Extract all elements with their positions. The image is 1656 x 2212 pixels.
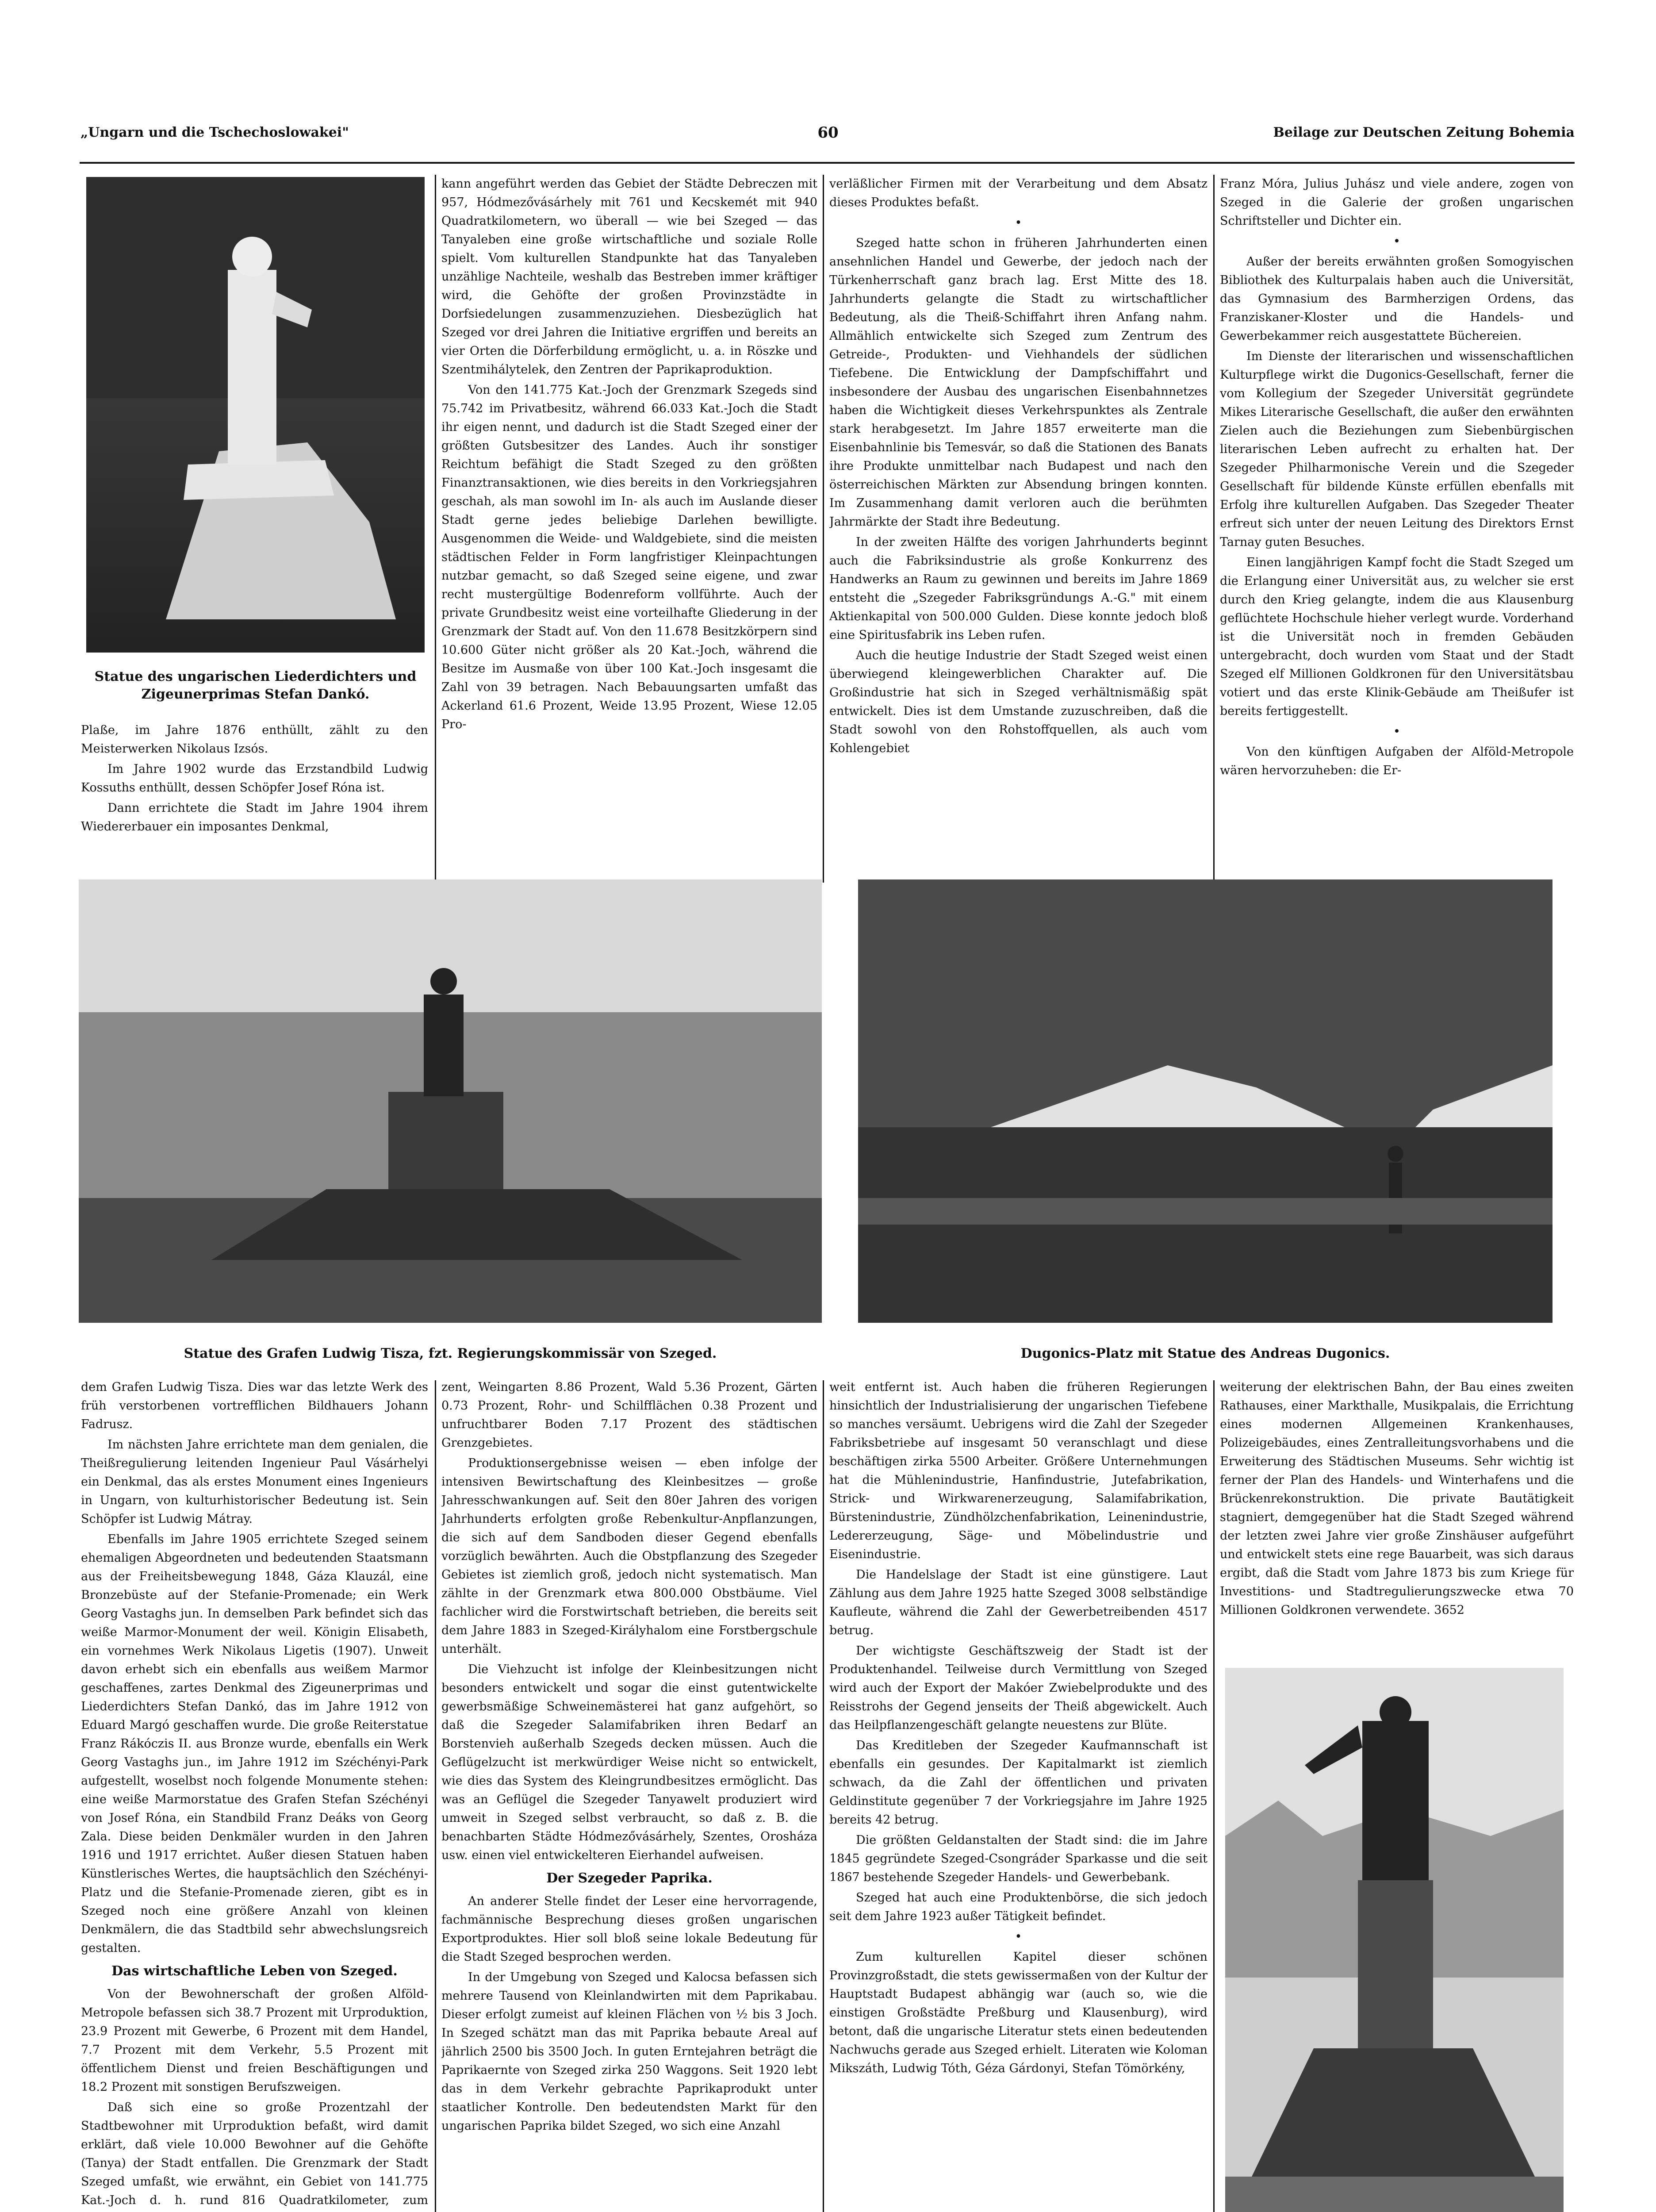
- paragraph: Von den 141.775 Kat.-Joch der Grenzmark Szegeds sind 75.742 im Privatbesitz, während 66.033 Kat.-Joch die Stadt ihr eigen nennt, und dadurch ist die Stadt Szeged einer der größten Gutsbesitzer des Landes. Auch ihr sonstiger Reichtum befähigt die Stadt Szeged zu den größten Finanztransaktionen, wie dies bereits in den Vorkriegsjahren geschah, als man sowohl im In- als auch im Auslande dieser Stadt gerne jedes beliebige Darlehen bewilligte. Ausgenommen die Weide- und Waldgebiete, sind die meisten städtischen Felder in Form langfristiger Kleinpachtungen nutzbar gemacht, so daß Szeged seine eigene, und zwar recht mustergültige Bodenreform vollführte. Auch der private Grundbesitz weist eine vorteilhafte Gliederung in der Grenzmark der Stadt auf. Von den 11.678 Besitzkörpern sind 10.600 Güter nicht größer als 20 Kat.-Joch, während die Besitze im Ausmaße von über 100 Kat.-Joch insgesamt die Zahl von 39 betragen. Nach Bebauungsarten umfaßt das Ackerland 61.6 Prozent, Weide 13.95 Prozent, Wiese 12.05 Pro-: [441, 383, 817, 731]
- column-rule: [823, 175, 824, 883]
- paragraph: Einen langjährigen Kampf focht die Stadt Szeged um die Erlangung einer Universität aus, zu welcher sie erst durch den Krieg gelangte, indem die aus Klausenburg geflüchtete Hochschule hieher verlegt wurde. Vorderhand ist die Universität noch in fremden Gebäuden untergebracht, doch wurden vom Staat und der Stadt Szeged elf Millionen Goldkronen für den Universitätsbau votiert und das erste Klinik-Gebäude am Theißufer ist bereits fertiggestellt.: [1220, 556, 1574, 718]
- lower-col2: [441, 1378, 817, 2212]
- lower-col1: [81, 1378, 428, 2212]
- paragraph: Plaße, im Jahre 1876 enthüllt, zählt zu den Meisterwerken Nikolaus Izsós.: [81, 723, 428, 756]
- paragraph: Die Viehzucht ist infolge der Kleinbesitzungen nicht besonders entwickelt und sogar die einst gutentwickelte gewerbsmäßige Schweinemästerei hat ganz aufgehört, so daß die Szegeder Salamifabriken ihren Bedarf an Borstenvieh außerhalb Szegeds decken müssen. Auch die Geflügelzucht ist merkwürdiger Weise nicht so entwickelt, wie dies das System des Kleingrundbesitzes ermöglicht. Das was an Geflügel die Szegeder Tanyawelt produziert wird umweit in Szeged selbst verbraucht, so daß z. B. die benachbarten Städte Hódmezővásárhely, Szentes, Orosháza usw. einen viel entwickelteren Eierhandel aufweisen.: [441, 1663, 817, 1862]
- upper-col3: [829, 175, 1208, 887]
- section-divider: •: [1015, 1930, 1022, 1943]
- photo-tisza-statue: [79, 879, 822, 1323]
- column-rule: [1213, 175, 1215, 883]
- upper-col1: [81, 721, 428, 889]
- photo-vasarhelyi-statue: [1225, 1668, 1564, 2212]
- column-rule: [435, 1380, 436, 2212]
- paragraph: zent, Weingarten 8.86 Prozent, Wald 5.36 Prozent, Gärten 0.73 Prozent, Rohr- und Schilfflächen 0.38 Prozent und unfruchtbarer Boden 7.17 Prozent des städtischen Grenzgebietes.: [441, 1380, 817, 1450]
- paragraph: Das Kreditleben der Szegeder Kaufmannschaft ist ebenfalls ein gesundes. Der Kapitalmarkt ist ziemlich schwach, da die Zahl der öffentlichen und privaten Geldinstitute gegenüber 7 der Vorkriegsjahre im Jahre 1925 bereits 42 betrug.: [829, 1739, 1208, 1827]
- upper-col2: [441, 175, 817, 887]
- column-rule: [435, 175, 436, 883]
- paragraph: Im Dienste der literarischen und wissenschaftlichen Kulturpflege wirkt die Dugonics-Gesellschaft, ferner die vom Kollegium der Szegeder Universität gegründete Mikes Literarische Gesellschaft, die außer den erwähnten Zielen auch die Beziehungen zum Siebenbürgischen literarischen Leben aufrecht zu erhalten hat. Der Szegeder Philharmonische Verein und die Szegeder Gesellschaft für bildende Künste erfüllen ebenfalls mit Erfolg ihre kulturellen Aufgaben. Das Szegeder Theater erfreut sich unter der neuen Leitung des Direktors Ernst Tarnay guten Besuches.: [1220, 349, 1574, 549]
- paragraph: Daß sich eine so große Prozentzahl der Stadtbewohner mit Urproduktion befaßt, wird damit erklärt, daß viele 10.000 Bewohner auf die Gehöfte (Tanya) der Stadt entfallen. Die Grenzmark der Stadt Szeged umfaßt, wie erwähnt, ein Gebiet von 141.775 Kat.-Joch d. h. rund 816 Quadratkilometer, zum: [81, 2101, 428, 2207]
- paragraph: dem Grafen Ludwig Tisza. Dies war das letzte Werk des früh verstorbenen vortrefflichen Bildhauers Johann Fadrusz.: [81, 1380, 428, 1431]
- upper-col4: [1220, 175, 1574, 887]
- paragraph: weit entfernt ist. Auch haben die früheren Regierungen hinsichtlich der Industrialisierung der ungarischen Tiefebene so manches versäumt. Uebrigens wird die Zahl der Szegeder Fabriksbetriebe auf insgesamt 50 veranschlagt und diese beschäftigen zirka 5500 Arbeiter. Größere Unternehmungen hat die Mühlenindustrie, Hanfindustrie, Jutefabrikation, Strick- und Wirkwarenerzeugung, Salamifabrikation, Bürstenindustrie, Zündhölzchenfabrikation, Leinenindustrie, Ledererzeugung, Säge- und Möbelindustrie und Eisenindustrie.: [829, 1380, 1208, 1561]
- section-divider: •: [1015, 216, 1022, 230]
- paragraph: Von den künftigen Aufgaben der Alföld-Metropole wären hervorzuheben: die Er-: [1220, 745, 1574, 777]
- section-heading: Der Szegeder Paprika.: [546, 1870, 713, 1886]
- paragraph: Dann errichtete die Stadt im Jahre 1904 ihrem Wiedererbauer ein imposantes Denkmal,: [81, 801, 428, 833]
- paragraph: Im Jahre 1902 wurde das Erzstandbild Ludwig Kossuths enthüllt, dessen Schöpfer Josef Róna ist.: [81, 762, 428, 795]
- paragraph: In der Umgebung von Szeged und Kalocsa befassen sich mehrere Tausend von Kleinlandwirten mit dem Paprikabau. Dieser erfolgt zumeist auf kleinen Flächen von ½ bis 3 Joch. In Szeged schätzt man das mit Paprika bebaute Areal auf jährlich 2500 bis 3500 Joch. In guten Erntejahren beträgt die Paprikaernte von Szeged zirka 250 Waggons. Seit 1920 lebt das in dem Verkehr gebrachte Paprikaprodukt unter staatlicher Kontrolle. Den bedeutendsten Markt für den ungarischen Paprika bildet Szeged, wo sich eine Anzahl: [441, 1970, 817, 2133]
- header-left: „Ungarn und die Tschechoslowakei": [80, 125, 349, 140]
- paragraph: Der wichtigste Geschäftszweig der Stadt ist der Produktenhandel. Teilweise durch Vermittlung von Szeged wird auch der Export der Makóer Zwiebelprodukte und des Reisstrohs der Gegend jenseits der Theiß abgewickelt. Auch das Heilpflanzengeschäft gelangte neuestens zur Blüte.: [829, 1644, 1208, 1732]
- photo-dugonics-square: [858, 879, 1552, 1323]
- header-rule: [80, 162, 1575, 164]
- paragraph: Von der Bewohnerschaft der großen Alföld-Metropole befassen sich 38.7 Prozent mit Urproduktion, 23.9 Prozent mit Gewerbe, 6 Prozent mit dem Handel, 7.7 Prozent mit dem Verkehr, 5.5 Prozent mit öffentlichem Dienst und freien Beschäftigungen und 18.2 Prozent mit sonstigen Berufszweigen.: [81, 1987, 428, 2094]
- paragraph: Auch die heutige Industrie der Stadt Szeged weist einen überwiegend kleingewerblichen Charakter auf. Die Großindustrie hat sich in Szeged verhältnismäßig spät entwickelt. Dies ist dem Umstande zuzuschreiben, daß die Stadt sowohl von den Rohstoffquellen, als auch vom Kohlengebiet: [829, 649, 1208, 755]
- caption-photo1: Statue des ungarischen Liederdichters und Zigeunerprimas Stefan Dankó.: [94, 669, 417, 702]
- photo-tisza-image: [79, 879, 822, 1323]
- paragraph: Produktionsergebnisse weisen — eben infolge der intensiven Bewirtschaftung des Kleinbesitzes — große Jahresschwankungen auf. Seit den 80er Jahren des vorigen Jahrhunderts erfolgten große Rebenkultur-Anpflanzungen, die sich auf dem Sandboden dieser Gegend ebenfalls vorzüglich bewährten. Auch die Obstpflanzung des Szegeder Gebietes ist ziemlich groß, jedoch nicht systematisch. Man zählte in der Grenzmark etwa 800.000 Obstbäume. Viel fachlicher wird die Forstwirtschaft betrieben, die bereits seit dem Jahre 1883 in Szeged-Királyhalom eine Forstbergschule unterhält.: [441, 1456, 817, 1656]
- paragraph: In der zweiten Hälfte des vorigen Jahrhunderts beginnt auch die Fabriksindustrie als große Konkurrenz des Handwerks an Raum zu gewinnen und bereits im Jahre 1869 entsteht die „Szegeder Fabriksgründungs A.-G." mit einem Aktienkapital von 500.000 Gulden. Diese konnte jedoch bloß eine Spiritusfabrik ins Leben rufen.: [829, 535, 1208, 642]
- photo-danko-image: [86, 177, 425, 653]
- section-divider: •: [1393, 725, 1400, 738]
- paragraph: Im nächsten Jahre errichtete man dem genialen, die Theißregulierung leitenden Ingenieur Paul Vásárhelyi ein Denkmal, das als erstes Monument eines Ingenieurs in Ungarn, von kulturhistorischer Bedeutung ist. Sein Schöpfer ist Ludwig Mátray.: [81, 1438, 428, 1526]
- photo-dugonics-image: [858, 879, 1552, 1323]
- paragraph: Die Handelslage der Stadt ist eine günstigere. Laut Zählung aus dem Jahre 1925 hatte Szeged 3008 selbständige Kaufleute, während die Zahl der Gewerbetreibenden 4517 betrug.: [829, 1568, 1208, 1637]
- caption-photo3: Dugonics-Platz mit Statue des Andreas Dugonics.: [1020, 1346, 1390, 1361]
- lower-col3: [829, 1378, 1208, 2212]
- header-right: Beilage zur Deutschen Zeitung Bohemia: [1273, 125, 1575, 140]
- section-divider: •: [1393, 234, 1400, 248]
- paragraph: An anderer Stelle findet der Leser eine hervorragende, fachmännische Besprechung dieses großen ungarischen Exportproduktes. Hier soll bloß seine lokale Bedeutung für die Stadt Szeged besprochen werden.: [441, 1894, 817, 1964]
- paragraph: Szeged hat auch eine Produktenbörse, die sich jedoch seit dem Jahre 1923 außer Tätigkeit befindet.: [829, 1891, 1208, 1923]
- photo-vasarhelyi-image: [1225, 1668, 1564, 2212]
- column-rule: [823, 1380, 824, 2212]
- caption-photo2: Statue des Grafen Ludwig Tisza, fzt. Regierungskommissär von Szeged.: [184, 1346, 717, 1361]
- paragraph: Ebenfalls im Jahre 1905 errichtete Szeged seinem ehemaligen Abgeordneten und bedeutenden Staatsmann aus der Freiheitsbewegung 1848, Gáza Klauzál, eine Bronzebüste auf der Stefanie-Promenade; ein Werk Georg Vastaghs jun. In demselben Park befindet sich das weiße Marmor-Monument der weil. Königin Elisabeth, ein vornehmes Werk Nikolaus Ligetis (1907). Unweit davon erhebt sich ein ebenfalls aus weißem Marmor geschaffenes, zartes Denkmal des Zigeunerprimas und Liederdichters Stefan Dankó, das im Jahre 1912 von Eduard Margó geschaffen wurde. Die große Reiterstatue Franz Rákóczis II. aus Bronze wurde, ebenfalls ein Werk Georg Vastaghs jun., im Jahre 1912 im Széchényi-Park aufgestellt, woselbst noch folgende Monumente stehen: eine weiße Marmorstatue des Grafen Stefan Széchényi von Josef Róna, ein Standbild Franz Deáks von Georg Zala. Diese beiden Denkmäler wurden in den Jahren 1916 und 1917 errichtet. Außer diesen Statuen haben Künstlerisches Wertes, die hauptsächlich den Széchényi-Platz und die Stefanie-Promenade zieren, gibt es in Szeged noch eine größere Anzahl von kleinen Denkmälern, die das Stadtbild sehr abwechslungsreich gestalten.: [81, 1532, 428, 1955]
- photo-danko-statue: [86, 177, 425, 653]
- paragraph: weiterung der elektrischen Bahn, der Bau eines zweiten Rathauses, einer Markthalle, Musikpalais, die Errichtung eines modernen Allgemeinen Krankenhauses, Polizeigebäudes, eines Zentralleitungsvorhabens und die Erweiterung des Städtischen Museums. Sehr wichtig ist ferner der Plan des Handels- und Winterhafens und die Brückenrekonstruktion. Die private Bautätigkeit stagniert, demgegenüber hat die Stadt Szeged während der letzten zwei Jahre vier große Zinshäuser aufgeführt und entwickelt stets eine rege Bauarbeit, was sich daraus ergibt, daß die Stadt vom Jahre 1873 bis zum Kriege für Investitions- und Stadtregulierungszwecke etwa 70 Millionen Goldkronen verwendete. 3652: [1220, 1380, 1574, 1617]
- paragraph: Außer der bereits erwähnten großen Somogyischen Bibliothek des Kulturpalais haben auch die Universität, das Gymnasium des Barmherzigen Ordens, das Franziskaner-Kloster und die Handels- und Gewerbekammer reich ausgestattete Büchereien.: [1220, 255, 1574, 343]
- paragraph: Franz Móra, Julius Juhász und viele andere, zogen von Szeged in die Galerie der großen ungarischen Schriftsteller und Dichter ein.: [1220, 177, 1574, 228]
- paragraph: Zum kulturellen Kapitel dieser schönen Provinzgroßstadt, die stets gewissermaßen von der Kultur der Hauptstadt Budapest abhängig war (auch so, wie die einstigen Großstädte Preßburg und Klausenburg), wird betont, daß die ungarische Literatur stets einen bedeutenden Nachwuchs gerade aus Szeged erhielt. Literaten wie Koloman Mikszáth, Ludwig Tóth, Géza Gárdonyi, Stefan Tömörkény,: [829, 1950, 1208, 2075]
- paragraph: kann angeführt werden das Gebiet der Städte Debreczen mit 957, Hódmezővásárhely mit 761 und Kecskemét mit 940 Quadratkilometern, wo überall — wie bei Szeged — das Tanyaleben eine große wirtschaftliche und soziale Rolle spielt. Vom kulturellen Standpunkte hat das Tanyaleben unzählige Nachteile, weshalb das Bestreben immer kräftiger wird, die Gehöfte der großen Provinzstädte in Dorfsiedelungen zusammenzuziehen. Diesbezüglich hat Szeged vor drei Jahren die Initiative ergriffen und bereits an vier Orten die Dörferbildung ermöglicht, u. a. in Röszke und Szentmihálytelek, den Zentren der Paprikaproduktion.: [441, 177, 817, 376]
- column-rule: [1213, 1380, 1215, 2212]
- paragraph: verläßlicher Firmen mit der Verarbeitung und dem Absatz dieses Produktes befaßt.: [829, 177, 1208, 209]
- lower-col4: [1220, 1378, 1574, 1661]
- section-heading: Das wirtschaftliche Leben von Szeged.: [111, 1963, 398, 1979]
- paragraph: Szeged hatte schon in früheren Jahrhunderten einen ansehnlichen Handel und Gewerbe, der jedoch nach der Türkenherrschaft ganz brach lag. Erst Mitte des 18. Jahrhunderts gelangte die Stadt zu wirtschaftlicher Bedeutung, als die Theiß-Schiffahrt ihren Anfang nahm. Allmählich entwickelte sich Szeged zum Zentrum des Getreide-, Produkten- und Viehhandels der südlichen Tiefebene. Die Entwicklung der Dampfschiffahrt und insbesondere der Ausbau des ungarischen Eisenbahnnetzes haben die Wichtigkeit dieses Verkehrspunktes als Zentrale stark herabgesetzt. Im Jahre 1857 erweiterte man die Eisenbahnlinie bis Temesvár, so daß die Stationen des Banats ihre Produkte unmittelbar nach Budapest und nach den österreichischen Märkten zur Absendung bringen konnten. Im Zusammenhang damit verloren auch die berühmten Jahrmärkte der Stadt ihre Bedeutung.: [829, 236, 1208, 529]
- page-number: 60: [817, 124, 839, 142]
- paragraph: Die größten Geldanstalten der Stadt sind: die im Jahre 1845 gegründete Szeged-Csongráder Sparkasse und die seit 1867 bestehende Szegeder Handels- und Gewerbebank.: [829, 1833, 1208, 1884]
